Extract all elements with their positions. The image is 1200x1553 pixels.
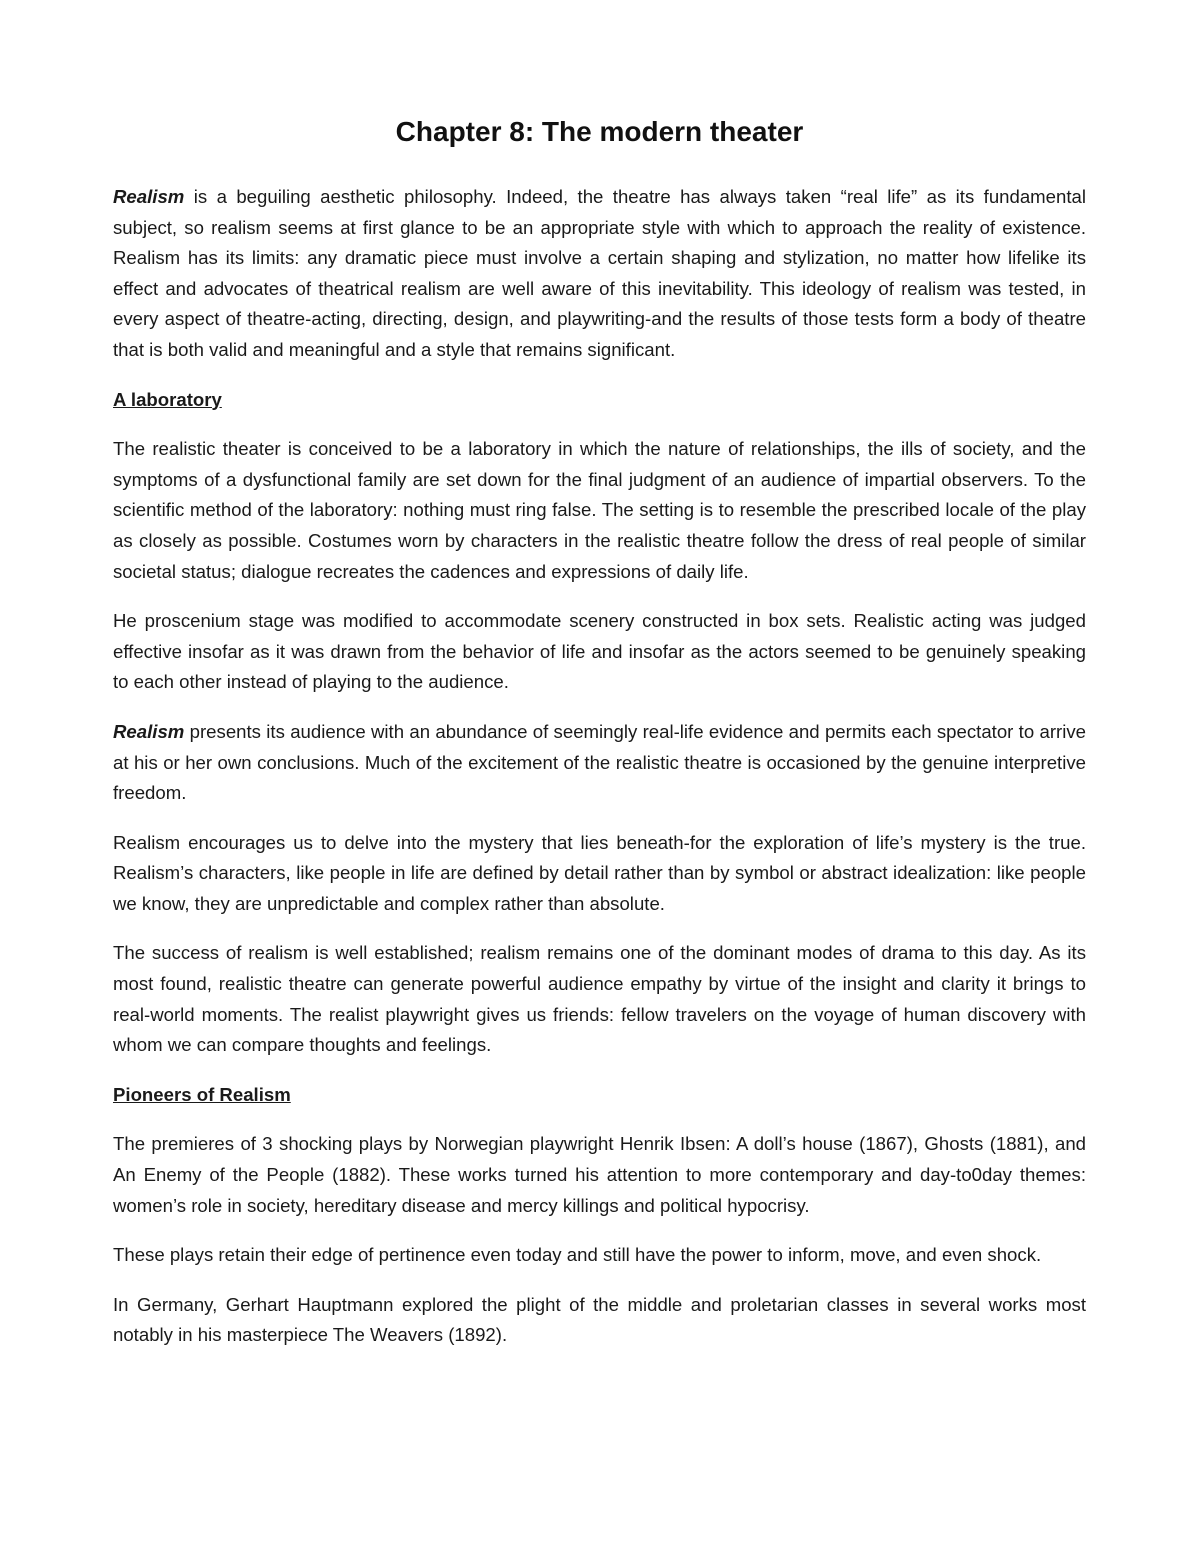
intro-lead-term: Realism	[113, 186, 185, 207]
section-heading-pioneers: Pioneers of Realism	[113, 1083, 291, 1105]
laboratory-paragraph-2: He proscenium stage was modified to accommodate scenery constructed in box sets. Realistic acting was judged effective insofar as it was drawn from the behavior of life and insofar as the actors seemed to be genuinely speaking to each other instead of playing to the audience.	[113, 610, 1086, 693]
intro-paragraph	[113, 182, 1086, 366]
laboratory-paragraph-3-text: presents its audience with an abundance of seemingly real-life evidence and permits each spectator to arrive at his or her own conclusions. Much of the excitement of the realistic theatre is occasioned by the genuine interpretive freedom.	[113, 720, 1086, 804]
pioneers-paragraph-2: These plays retain their edge of pertinence even today and still have the power to inform, move, and even shock.	[113, 1244, 1042, 1266]
laboratory-paragraph-5: The success of realism is well established; realism remains one of the dominant modes of drama to this day. As its most found, realistic theatre can generate powerful audience empathy by virtue of the insight and clarity it brings to real-world moments. The realist playwright gives us friends: fellow travelers on the voyage of human discovery with whom we can compare thoughts and feelings.	[113, 942, 1086, 1056]
intro-text: is a beguiling aesthetic philosophy. Indeed, the theatre has always taken “real life” as its fundamental subject, so realism seems at first glance to be an appropriate style with which to approach the reality of existence. Realism has its limits: any dramatic piece must involve a certain shaping and stylization, no matter how lifelike its effect and advocates of theatrical realism are well aware of this inevitability. This ideology of realism was tested, in every aspect of theatre-acting, directing, design, and playwriting-and the results of those tests form a body of theatre that is both valid and meaningful and a style that remains significant.	[113, 186, 1086, 360]
laboratory-paragraph-3	[113, 717, 1086, 809]
laboratory-paragraph-4: Realism encourages us to delve into the mystery that lies beneath-for the exploration of life’s mystery is the true. Realism’s characters, like people in life are defined by detail rather than by symbol or abstract idealization: like people we know, they are unpredictable and complex rather than absolute.	[113, 831, 1086, 914]
pioneers-paragraph-1: The premieres of 3 shocking plays by Norwegian playwright Henrik Ibsen: A doll’s house (1867), Ghosts (1881), and An Enemy of the People (1882). These works turned his attention to more contemporary and day-to0day themes: women’s role in society, hereditary disease and mercy killings and political hypocrisy.	[113, 1133, 1086, 1216]
pioneers-paragraph-3: In Germany, Gerhart Hauptmann explored the plight of the middle and proletarian classes in several works most notably in his masterpiece The Weavers (1892).	[113, 1293, 1086, 1346]
realism-lead-term: Realism	[113, 720, 185, 742]
section-heading-laboratory: A laboratory	[113, 388, 222, 410]
laboratory-paragraph-1: The realistic theater is conceived to be a laboratory in which the nature of relationships, the ills of society, and the symptoms of a dysfunctional family are set down for the final judgment of an audience of impartial observers. To the scientific method of the laboratory: nothing must ring false. The setting is to resemble the prescribed locale of the play as closely as possible. Costumes worn by characters in the realistic theatre follow the dress of real people of similar societal status; dialogue recreates the cadences and expressions of daily life.	[113, 438, 1086, 582]
document-page	[113, 112, 1086, 1370]
page-title: Chapter 8: The modern theater	[395, 116, 804, 147]
